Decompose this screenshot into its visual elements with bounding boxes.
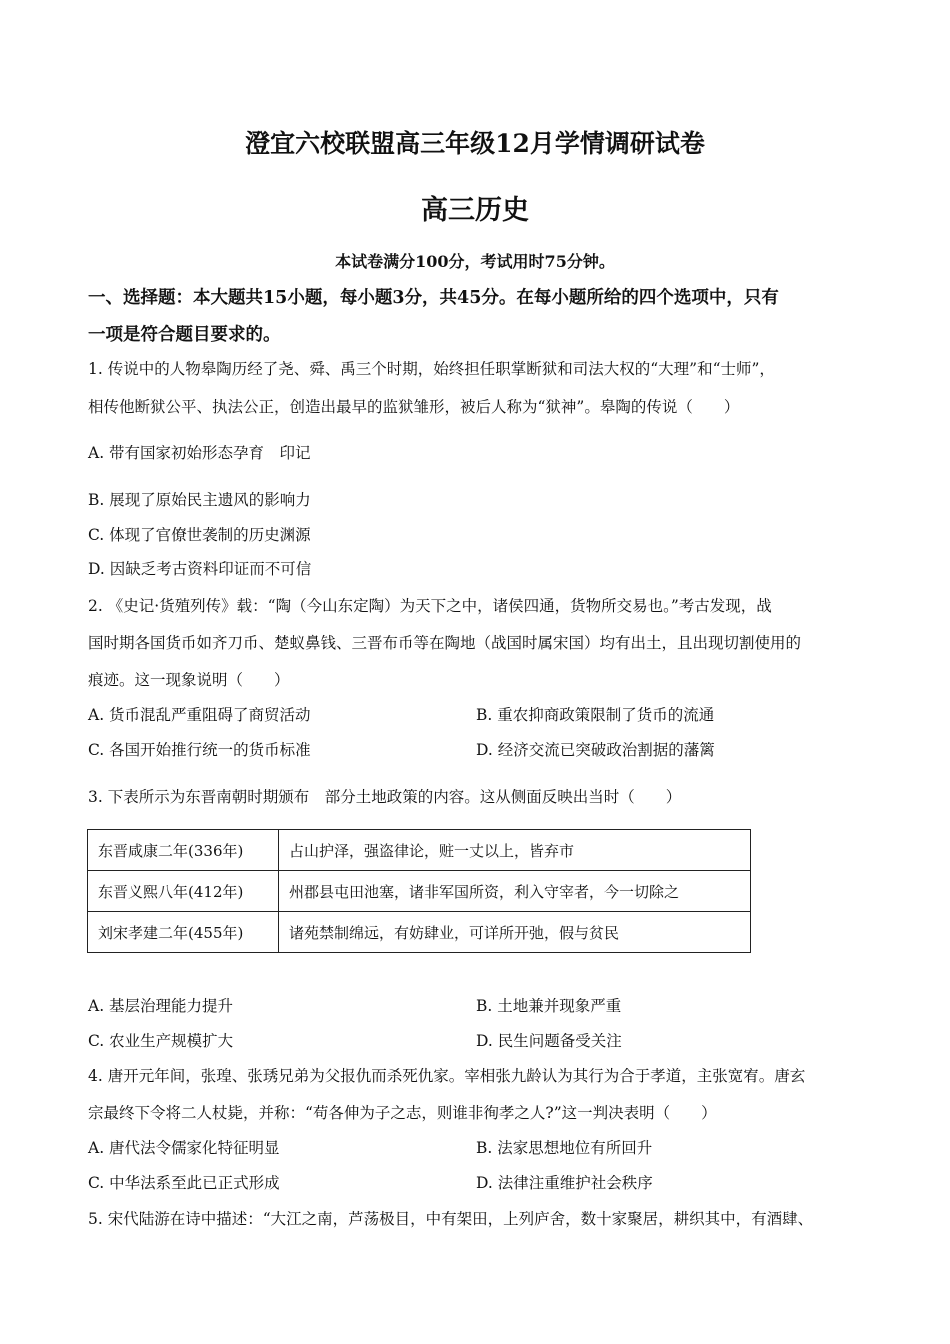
q3-option-c: C. 农业生产规模扩大 xyxy=(88,1032,234,1050)
q2-option-b: B. 重农抑商政策限制了货币的流通 xyxy=(476,706,715,724)
table-cell-time: 东晋义熙八年(412年) xyxy=(88,871,279,912)
q1-option-d: D. 因缺乏考古资料印证而不可信 xyxy=(88,560,312,578)
table-cell-content: 诸苑禁制绵远，有妨肆业，可详所开弛，假与贫民 xyxy=(279,912,751,953)
exam-note: 本试卷满分100分，考试用时75分钟。 xyxy=(335,252,615,271)
q4-stem-line1: 4. 唐开元年间，张瑝、张琇兄弟为父报仇而杀死仇家。宰相张九龄认为其行为合于孝道，主张宽宥。唐玄 xyxy=(88,1067,806,1085)
q2-option-a: A. 货币混乱严重阻碍了商贸活动 xyxy=(88,706,311,724)
table-cell-time: 刘宋孝建二年(455年) xyxy=(88,912,279,953)
q2-stem-line1: 2. 《史记·货殖列传》载：“陶（今山东定陶）为天下之中，诸侯四通，货物所交易也。”考古发现，战 xyxy=(88,597,772,615)
table-cell-content: 占山护泽，强盗律论，赃一丈以上，皆弃市 xyxy=(279,830,751,871)
table-cell-content: 州郡县屯田池塞，诸非军国所资，利入守宰者，今一切除之 xyxy=(279,871,751,912)
land-policy-table xyxy=(87,829,751,953)
q1-stem-line1: 1. 传说中的人物皋陶历经了尧、舜、禹三个时期，始终担任职掌断狱和司法大权的“大理”和“士师”， xyxy=(88,360,775,378)
subject-title: 高三历史 xyxy=(421,195,529,226)
table-row xyxy=(88,830,751,871)
q3-option-d: D. 民生问题备受关注 xyxy=(476,1032,622,1050)
section-heading-line1: 一、选择题：本大题共15小题，每小题3分，共45分。在每小题所给的四个选项中，只有 xyxy=(88,288,779,308)
q1-option-a: A. 带有国家初始形态孕育 印记 xyxy=(88,444,311,462)
q2-option-c: C. 各国开始推行统一的货币标准 xyxy=(88,741,311,759)
table-cell-time: 东晋咸康二年(336年) xyxy=(88,830,279,871)
table-row xyxy=(88,912,751,953)
table-row xyxy=(88,871,751,912)
q2-stem-line3: 痕迹。这一现象说明（ ） xyxy=(88,671,290,689)
q4-option-a: A. 唐代法令儒家化特征明显 xyxy=(88,1139,280,1157)
section-heading-line2: 一项是符合题目要求的。 xyxy=(88,325,281,345)
q3-stem: 3. 下表所示为东晋南朝时期颁布 部分土地政策的内容。这从侧面反映出当时（ ） xyxy=(88,788,682,806)
q1-option-b: B. 展现了原始民主遗风的影响力 xyxy=(88,491,311,509)
q5-stem-line1: 5. 宋代陆游在诗中描述：“大江之南，芦荡极目，中有架田，上列庐舍，数十家聚居，耕织其中，有酒肆、 xyxy=(88,1210,814,1228)
q3-option-b: B. 土地兼并现象严重 xyxy=(476,997,622,1015)
q1-option-c: C. 体现了官僚世袭制的历史渊源 xyxy=(88,526,311,544)
exam-title: 澄宜六校联盟高三年级12月学情调研试卷 xyxy=(245,129,705,158)
q1-stem-line2: 相传他断狱公平、执法公正，创造出最早的监狱雏形，被后人称为“狱神”。皋陶的传说（ ） xyxy=(88,398,740,416)
q4-stem-line2: 宗最终下令将二人杖毙，并称：“苟各伸为子之志，则谁非徇孝之人?”这一判决表明（ ） xyxy=(88,1104,717,1122)
q2-option-d: D. 经济交流已突破政治割据的藩篱 xyxy=(476,741,715,759)
q3-option-a: A. 基层治理能力提升 xyxy=(88,997,234,1015)
q4-option-c: C. 中华法系至此已正式形成 xyxy=(88,1174,280,1192)
q2-stem-line2: 国时期各国货币如齐刀币、楚蚁鼻钱、三晋布币等在陶地（战国时属宋国）均有出土，且出现切割使用的 xyxy=(88,634,802,652)
q4-option-b: B. 法家思想地位有所回升 xyxy=(476,1139,653,1157)
q4-option-d: D. 法律注重维护社会秩序 xyxy=(476,1174,653,1192)
